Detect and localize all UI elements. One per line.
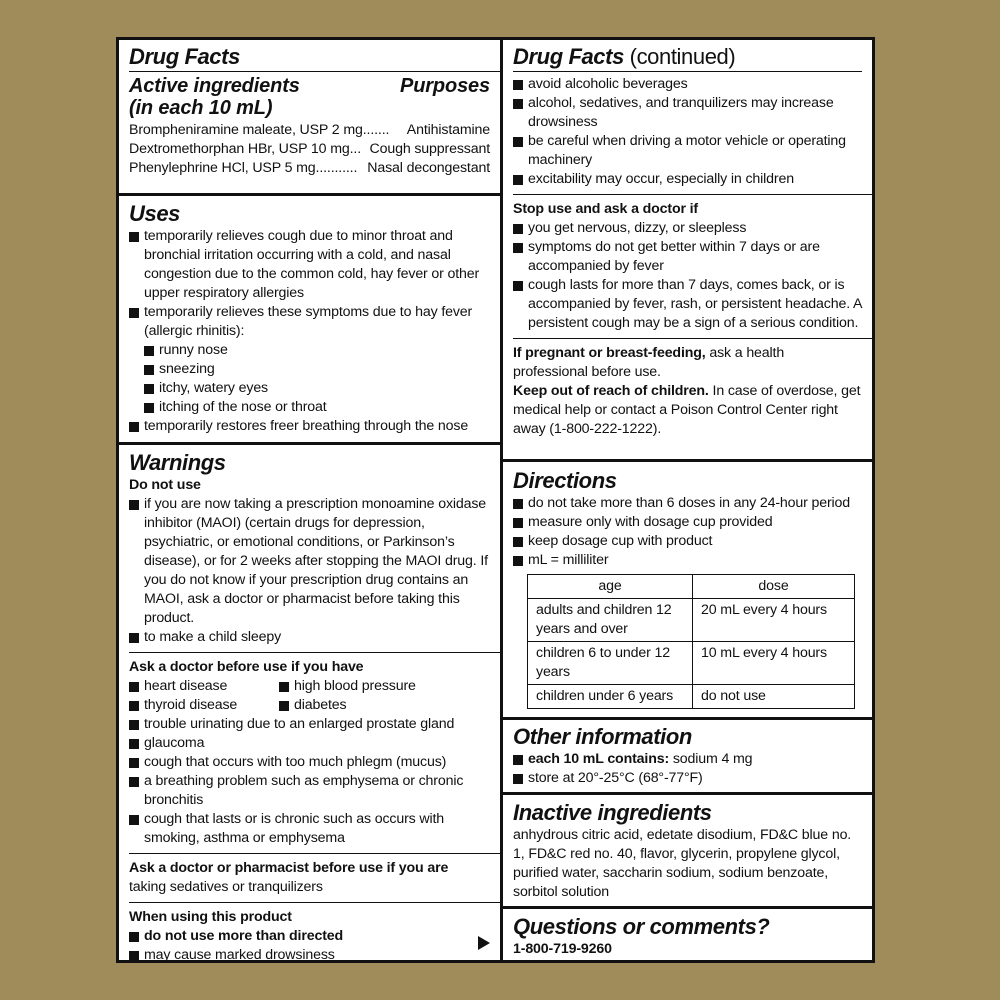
list-item: keep dosage cup with product xyxy=(513,532,862,551)
list-item: glaucoma xyxy=(129,734,490,753)
ingredient-row xyxy=(129,121,490,140)
continued-suffix: (continued) xyxy=(629,44,736,69)
uses-section xyxy=(119,201,500,436)
list-item: excitability may occur, especially in children xyxy=(513,170,862,189)
symptom-item: runny nose xyxy=(144,341,490,360)
list-item: high blood pressure xyxy=(279,677,416,696)
ingredient-name: Brompheniramine maleate, USP 2 mg xyxy=(129,122,363,138)
other-information-section xyxy=(503,724,872,788)
list-item: cough that occurs with too much phlegm (mucus) xyxy=(129,753,490,772)
ask-doctor-heading: Ask a doctor before use if you have xyxy=(129,659,364,675)
table-cell: do not use xyxy=(693,685,855,709)
keep-out-of-reach: Keep out of reach of children. In case of overdose, get medical help or contact a Poison Control Center right away (1-800-222-1222). xyxy=(513,383,861,437)
drug-facts-title: Drug Facts xyxy=(129,44,240,69)
list-item: thyroid disease xyxy=(129,696,279,715)
table-header-dose: dose xyxy=(693,575,855,599)
ingredient-purpose: Nasal decongestant xyxy=(367,160,490,176)
table-row xyxy=(528,599,855,642)
do-not-use-heading: Do not use xyxy=(129,477,201,493)
questions-section xyxy=(503,914,872,959)
list-item: diabetes xyxy=(279,696,346,715)
directions-heading: Directions xyxy=(513,468,617,493)
list-item: be careful when driving a motor vehicle or operating machinery xyxy=(513,132,862,170)
list-item: do not take more than 6 doses in any 24-hour period xyxy=(513,494,862,513)
right-column xyxy=(503,40,872,960)
ingredient-name: Phenylephrine HCl, USP 5 mg xyxy=(129,160,316,176)
ingredient-leader: ........... xyxy=(315,160,358,176)
active-ingredients-subtitle: (in each 10 mL) xyxy=(129,97,273,119)
list-item: temporarily restores freer breathing through the nose xyxy=(129,417,490,436)
ask-pharmacist-text: taking sedatives or tranquilizers xyxy=(129,879,323,895)
ingredient-row xyxy=(129,140,490,159)
left-column xyxy=(119,40,503,963)
other-information-heading: Other information xyxy=(513,724,692,749)
table-header-age: age xyxy=(528,575,693,599)
list-item: cough lasts for more than 7 days, comes back, or is accompanied by fever, rash, or persistent headache. A persistent cough may be a sign of a serious condition. xyxy=(513,276,862,333)
list-item: symptoms do not get better within 7 days or are accompanied by fever xyxy=(513,238,862,276)
pregnant-warning: If pregnant or breast-feeding, ask a health professional before use. xyxy=(513,345,785,380)
warnings-section xyxy=(119,450,500,965)
table-cell: children 6 to under 12 years xyxy=(528,642,693,685)
warnings-heading: Warnings xyxy=(129,450,226,475)
list-item: you get nervous, dizzy, or sleepless xyxy=(513,219,862,238)
drug-facts-label xyxy=(116,37,875,963)
continue-arrow-icon xyxy=(478,936,490,950)
table-row xyxy=(528,685,855,709)
ingredient-leader: ....... xyxy=(362,122,390,138)
questions-heading: Questions or comments? xyxy=(513,914,770,939)
stop-use-heading: Stop use and ask a doctor if xyxy=(513,201,699,217)
list-item: a breathing problem such as emphysema or chronic bronchitis xyxy=(129,772,490,810)
ask-pharmacist-heading: Ask a doctor or pharmacist before use if you are xyxy=(129,860,449,876)
table-cell: 20 mL every 4 hours xyxy=(693,599,855,642)
ingredient-purpose: Antihistamine xyxy=(406,122,490,138)
list-item: each 10 mL contains: sodium 4 mg xyxy=(513,750,862,769)
ingredient-purpose: Cough suppressant xyxy=(369,141,490,157)
list-item: measure only with dosage cup provided xyxy=(513,513,862,532)
list-item: heart disease xyxy=(129,677,279,696)
purposes-heading: Purposes xyxy=(400,75,490,97)
list-item: temporarily relieves cough due to minor throat and bronchial irritation occurring with a cold, and nasal congestion due to the common cold, hay fever or other upper respiratory allergies xyxy=(129,227,490,303)
ingredient-row xyxy=(129,159,490,178)
list-item: to make a child sleepy xyxy=(129,628,490,647)
table-cell: adults and children 12 years and over xyxy=(528,599,693,642)
continued-section xyxy=(503,44,872,439)
drug-facts-continued-title: Drug Facts (continued) xyxy=(513,44,736,69)
list-item: do not use more than directed xyxy=(129,927,490,946)
inactive-ingredients-text: anhydrous citric acid, edetate disodium, FD&C blue no. 1, FD&C red no. 40, flavor, glycerin, propylene glycol, purified water, saccharin sodium, sodium benzoate, sorbitol solution xyxy=(513,827,852,900)
list-item: temporarily relieves these symptoms due to hay fever (allergic rhinitis): xyxy=(129,303,490,341)
list-item: if you are now taking a prescription monoamine oxidase inhibitor (MAOI) (certain drugs for depression, psychiatric, or emotional conditions, or Parkinson’s disease), or for 2 weeks after stopping the MAOI drug. If you do not know if your prescription drug contains an MAOI, ask a doctor or pharmacist before taking this product. xyxy=(129,495,490,628)
list-item: alcohol, sedatives, and tranquilizers may increase drowsiness xyxy=(513,94,862,132)
uses-heading: Uses xyxy=(129,201,180,226)
inactive-ingredients-heading: Inactive ingredients xyxy=(513,800,712,825)
active-ingredients-title: Active ingredients xyxy=(129,75,300,97)
list-item: store at 20°-25°C (68°-77°F) xyxy=(513,769,862,788)
list-item: mL = milliliter xyxy=(513,551,862,570)
symptom-item: sneezing xyxy=(144,360,490,379)
symptom-item: itching of the nose or throat xyxy=(144,398,490,417)
active-ingredients-heading xyxy=(129,75,490,119)
list-item: cough that lasts or is chronic such as occurs with smoking, asthma or emphysema xyxy=(129,810,490,848)
directions-section xyxy=(503,468,872,709)
table-cell: children under 6 years xyxy=(528,685,693,709)
list-item: may cause marked drowsiness xyxy=(129,946,490,965)
ingredient-leader: ... xyxy=(349,141,362,157)
table-cell: 10 mL every 4 hours xyxy=(693,642,855,685)
list-item: trouble urinating due to an enlarged prostate gland xyxy=(129,715,490,734)
dosage-table xyxy=(527,574,855,709)
ingredient-name: Dextromethorphan HBr, USP 10 mg xyxy=(129,141,350,157)
list-item: avoid alcoholic beverages xyxy=(513,75,862,94)
questions-phone: 1-800-719-9260 xyxy=(513,941,612,957)
symptom-item: itchy, watery eyes xyxy=(144,379,490,398)
table-row xyxy=(528,642,855,685)
inactive-ingredients-section xyxy=(503,800,872,902)
active-ingredients-section xyxy=(119,44,500,178)
when-using-heading: When using this product xyxy=(129,909,292,925)
